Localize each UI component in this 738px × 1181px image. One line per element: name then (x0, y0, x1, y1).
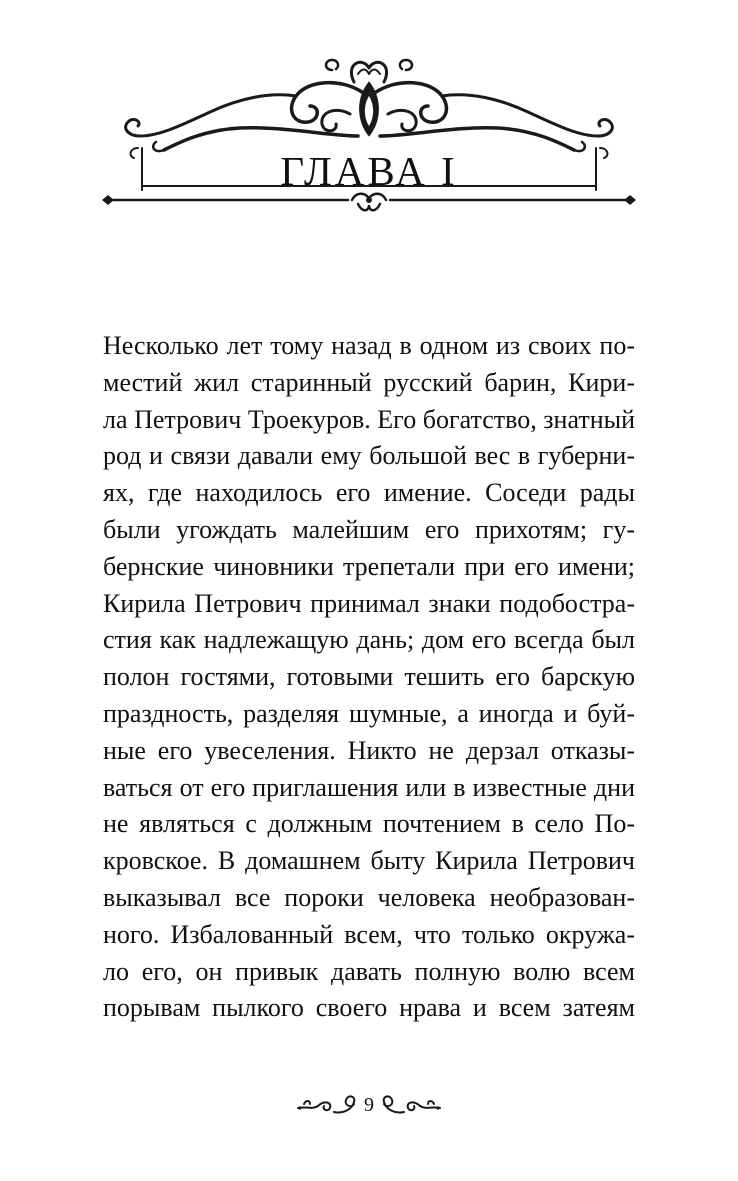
text-line: местий жил старинный русский барин, Кири- (103, 367, 635, 397)
text-line: ях, где находилось его имение. Соседи рады (103, 478, 635, 508)
text-line: ваться от его приглашения или в известные дни (103, 772, 635, 802)
text-line: полон гостями, готовыми тешить его барскую (103, 662, 635, 692)
text-line: выказывал все пороки человека необразован- (103, 882, 635, 912)
text-line: не являться с должным почтением в село По- (103, 809, 635, 839)
text-line: стия как надлежащую дань; дом его всегда был (103, 625, 635, 655)
text-line: кровское. В домашнем быту Кирила Петрович (103, 846, 635, 876)
text-line: Несколько лет тому назад в одном из своих по- (103, 331, 635, 360)
chapter-body-text (103, 328, 635, 1027)
text-line: ные его увеселения. Никто не дерзал отказы- (103, 735, 635, 765)
text-line: порывам пылкого своего нрава и всем затеям (103, 993, 635, 1023)
chapter-title: ГЛАВА I (280, 148, 458, 194)
text-line: Кирила Петрович принимал знаки подобостра- (103, 588, 635, 618)
text-line: ного. Избалованный всем, что только окружа- (103, 919, 635, 949)
text-line: ло его, он привык давать полную волю всем (103, 956, 635, 986)
text-line: были угождать малейшим его прихотям; гу- (103, 514, 635, 544)
page-footer (0, 1090, 738, 1120)
text-line: род и связи давали ему большой вес в губерни- (103, 441, 635, 471)
footer-right-flourish-icon (380, 1094, 442, 1116)
text-line: праздность, разделяя шумные, а иногда и буй- (103, 698, 635, 728)
text-line: ла Петрович Троекуров. Его богатство, знатный (103, 404, 635, 434)
text-line: бернские чиновники трепетали при его имени; (103, 551, 635, 581)
page-number: 9 (364, 1094, 374, 1116)
